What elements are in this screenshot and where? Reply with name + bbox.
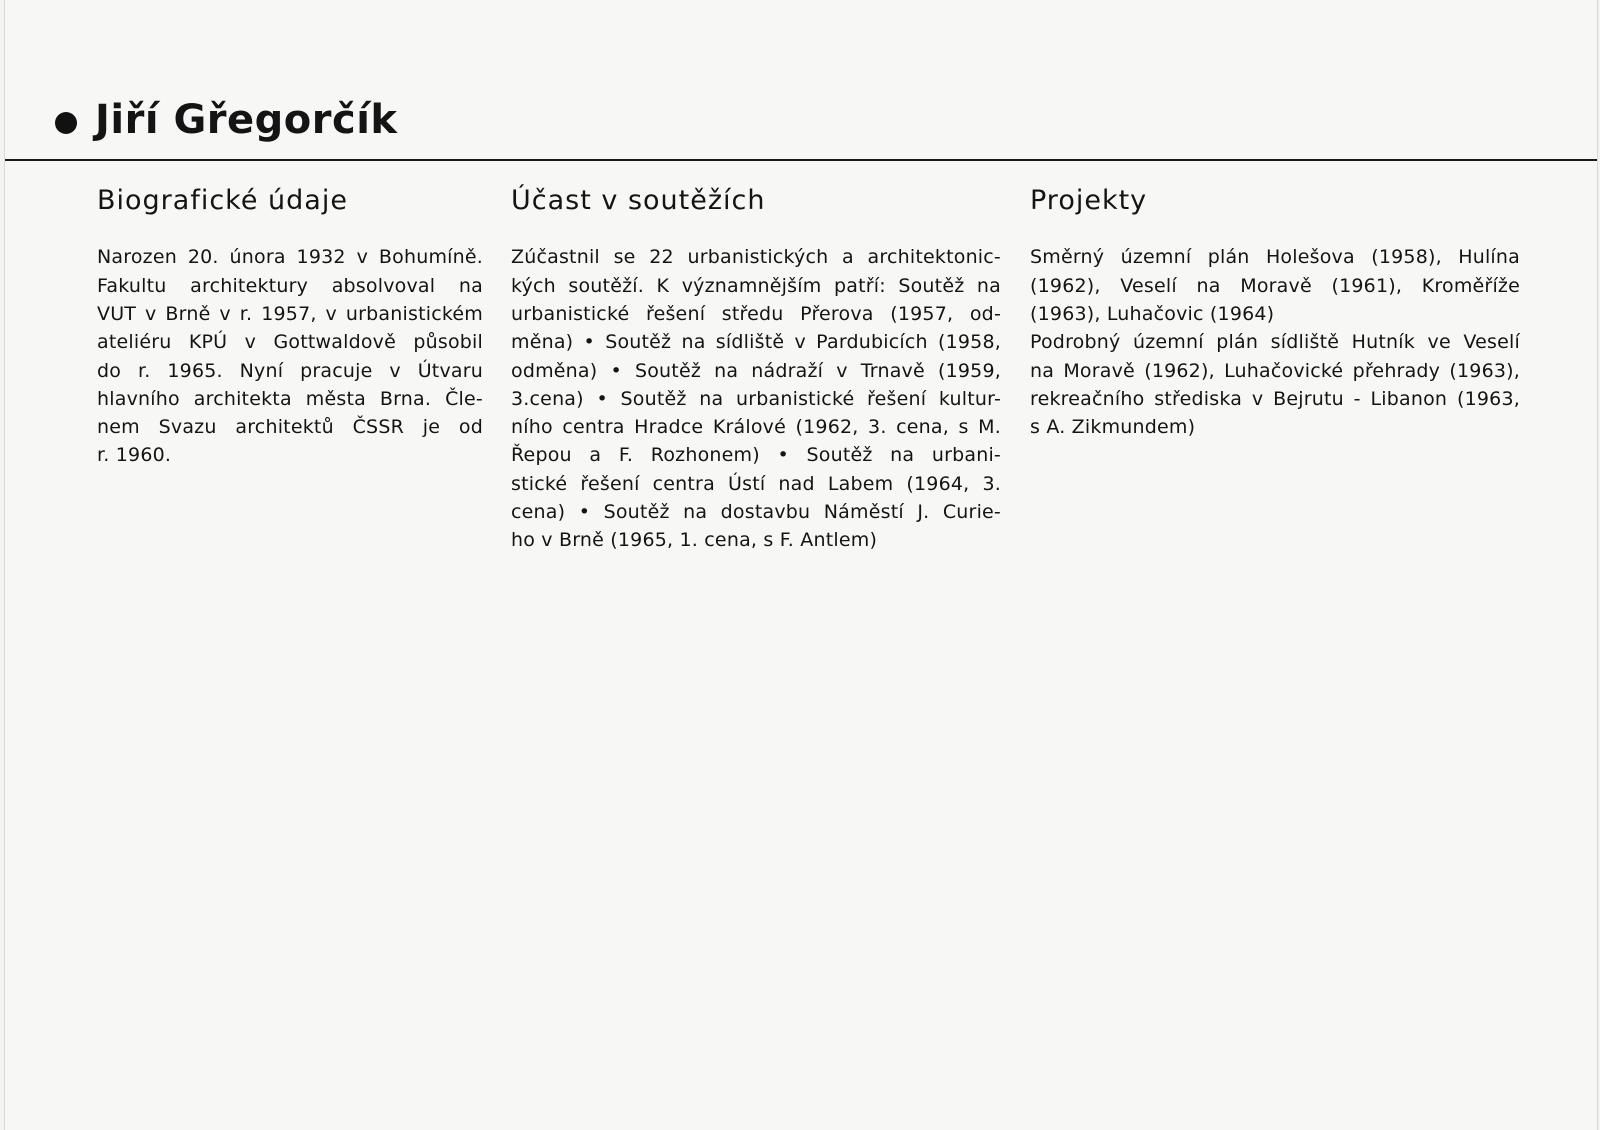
page-title: Jiří Gřegorčík — [95, 97, 398, 143]
text-line: hlavního architekta města Brna. Čle- — [97, 387, 483, 410]
biography-heading: Biografické údaje — [97, 185, 348, 216]
text-line: cena) • Soutěž na dostavbu Náměstí J. Curie- — [511, 501, 1001, 524]
text-line: VUT v Brně v r. 1957, v urbanistickém — [97, 302, 483, 325]
text-line: stické řešení centra Ústí nad Labem (1964, 3. — [511, 472, 1001, 495]
text-line: Podrobný územní plán sídliště Hutník ve Veselí — [1030, 331, 1520, 354]
text-line: ateliéru KPÚ v Gottwaldově působil — [97, 331, 483, 354]
text-line: na Moravě (1962), Luhačovické přehrady (1963), — [1030, 359, 1520, 382]
text-line: do r. 1965. Nyní pracuje v Útvaru — [97, 359, 483, 382]
page — [4, 0, 1598, 1130]
header — [55, 97, 398, 143]
biography-text — [97, 243, 483, 469]
text-line: Narozen 20. února 1932 v Bohumíně. — [97, 246, 483, 269]
projects-column — [1030, 185, 1520, 441]
text-line: urbanistické řešení středu Přerova (1957, od- — [511, 302, 1001, 325]
text-line: nem Svazu architektů ČSSR je od — [97, 416, 483, 439]
text-line: s A. Zikmundem) — [1030, 416, 1196, 439]
filled-circle-icon — [55, 112, 77, 134]
text-line: Fakultu architektury absolvoval na — [97, 274, 483, 297]
text-line: Směrný územní plán Holešova (1958), Hulína — [1030, 246, 1520, 269]
text-line: Zúčastnil se 22 urbanistických a architektonic- — [511, 246, 1001, 269]
text-line: měna) • Soutěž na sídliště v Pardubicích (1958, — [511, 331, 1001, 354]
biography-column — [97, 185, 483, 470]
projects-heading: Projekty — [1030, 185, 1148, 216]
text-line: kých soutěží. K významnějším patří: Soutěž na — [511, 274, 1001, 297]
projects-text — [1030, 243, 1520, 441]
text-line: rekreačního střediska v Bejrutu - Libanon (1963, — [1030, 387, 1520, 410]
competitions-column — [511, 185, 1001, 555]
competitions-heading: Účast v soutěžích — [511, 185, 766, 216]
text-line: Řepou a F. Rozhonem) • Soutěž na urbani- — [511, 444, 1001, 467]
text-line: ního centra Hradce Králové (1962, 3. cena, s M. — [511, 416, 1001, 439]
text-line: 3.cena) • Soutěž na urbanistické řešení kultur- — [511, 387, 1001, 410]
text-line: odměna) • Soutěž na nádraží v Trnavě (1959, — [511, 359, 1001, 382]
text-line: r. 1960. — [97, 444, 172, 467]
text-line: (1962), Veselí na Moravě (1961), Kroměříže — [1030, 274, 1520, 297]
competitions-text — [511, 243, 1001, 554]
divider — [5, 159, 1597, 161]
text-line: (1963), Luhačovic (1964) — [1030, 302, 1275, 325]
text-line: ho v Brně (1965, 1. cena, s F. Antlem) — [511, 529, 878, 552]
